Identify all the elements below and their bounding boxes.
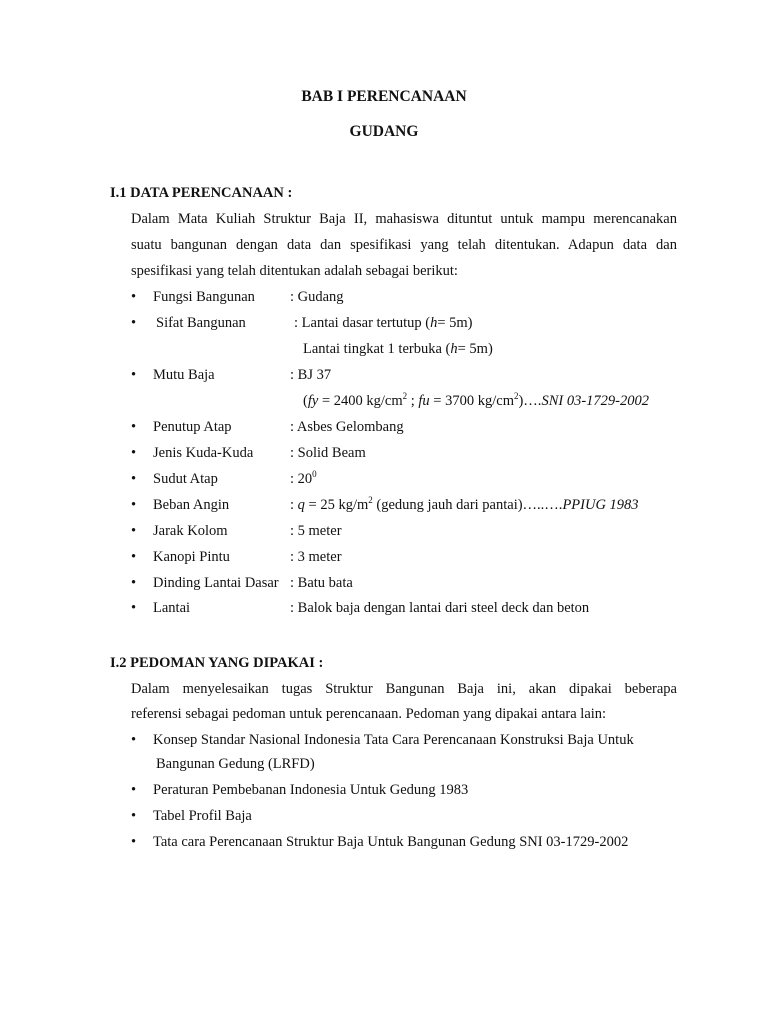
bullet: • — [131, 782, 137, 798]
item-value: : Solid Beam — [290, 445, 366, 461]
steel-grade-detail: (fy = 2400 $kg/cm^2$ ; fu = 3700 $kg/cm^2)\dots.SNI$ 03-1729-2002 — [303, 391, 649, 409]
item-text: Tabel Profil Baja — [153, 808, 252, 824]
section-heading-guidelines: I.2 PEDOMAN YANG DIPAKAI : — [110, 655, 324, 671]
item-label: Kanopi Pintu — [153, 549, 230, 565]
item-value: : Gudang — [290, 289, 344, 305]
paragraph-line: suatu bangunan dengan data dan spesifikasi yang telah ditentukan. Adapun data dan — [131, 237, 677, 253]
paragraph-line: Dalam Mata Kuliah Struktur Baja II, mahasiswa dituntut untuk mampu merencanakan — [131, 211, 677, 227]
bullet: • — [131, 419, 137, 435]
paragraph-line: spesifikasi yang telah ditentukan adalah sebagai berikut: — [131, 263, 458, 279]
chapter-title: BAB I PERENCANAAN — [301, 88, 467, 105]
item-label: Sifat Bangunan — [156, 315, 246, 331]
item-text: Tata cara Perencanaan Struktur Baja Untuk Bangunan Gedung SNI 03-1729-2002 — [153, 834, 629, 850]
item-label: Mutu Baja — [153, 367, 215, 383]
section-heading-data: I.1 DATA PERENCANAAN : — [110, 185, 293, 201]
item-value: : Balok baja dengan lantai dari steel deck dan beton — [290, 600, 590, 616]
paragraph-line: referensi sebagai pedoman untuk perencanaan. Pedoman yang dipakai antara lain: — [131, 706, 607, 722]
bullet: • — [131, 445, 137, 461]
item-value: : BJ 37 — [290, 367, 332, 383]
bullet: • — [131, 471, 137, 487]
bullet: • — [131, 497, 137, 513]
item-label: Dinding Lantai Dasar — [153, 575, 279, 591]
item-value: : Batu bata — [290, 575, 353, 591]
bullet: • — [131, 732, 137, 748]
item-value: : 3 meter — [290, 549, 342, 565]
bullet: • — [131, 575, 137, 591]
item-value: : $20^0$ — [290, 469, 317, 487]
chapter-subtitle: GUDANG — [349, 123, 419, 140]
bullet: • — [131, 808, 137, 824]
item-label: Beban Angin — [153, 497, 230, 513]
bullet: • — [131, 315, 137, 331]
bullet: • — [131, 289, 137, 305]
item-value-continued: Lantai tingkat 1 terbuka (h= 5m) — [303, 341, 493, 357]
item-text: Peraturan Pembebanan Indonesia Untuk Gedung 1983 — [153, 782, 469, 798]
item-value: : Asbes Gelombang — [290, 419, 404, 435]
bullet: • — [131, 600, 137, 616]
item-value: : q = 25 $kg/m^2$ (gedung jauh dari pantai)…..….PPIUG 1983 — [290, 495, 639, 513]
bullet: • — [131, 834, 137, 850]
item-label: Jarak Kolom — [153, 523, 228, 539]
item-label: Fungsi Bangunan — [153, 289, 255, 305]
item-label: Lantai — [153, 600, 191, 616]
item-label: Penutup Atap — [153, 419, 232, 435]
item-label: Jenis Kuda-Kuda — [153, 445, 254, 461]
bullet: • — [131, 549, 137, 565]
item-value: : Lantai dasar tertutup (h= 5m) — [294, 315, 473, 331]
bullet: • — [131, 367, 137, 383]
bullet: • — [131, 523, 137, 539]
item-text: Konsep Standar Nasional Indonesia Tata Cara Perencanaan Konstruksi Baja Untuk — [153, 732, 634, 748]
paragraph-line: Dalam menyelesaikan tugas Struktur Bangunan Baja ini, akan dipakai beberapa — [131, 681, 677, 697]
item-label: Sudut Atap — [153, 471, 218, 487]
item-text-continued: Bangunan Gedung (LRFD) — [156, 756, 315, 772]
item-value: : 5 meter — [290, 523, 342, 539]
